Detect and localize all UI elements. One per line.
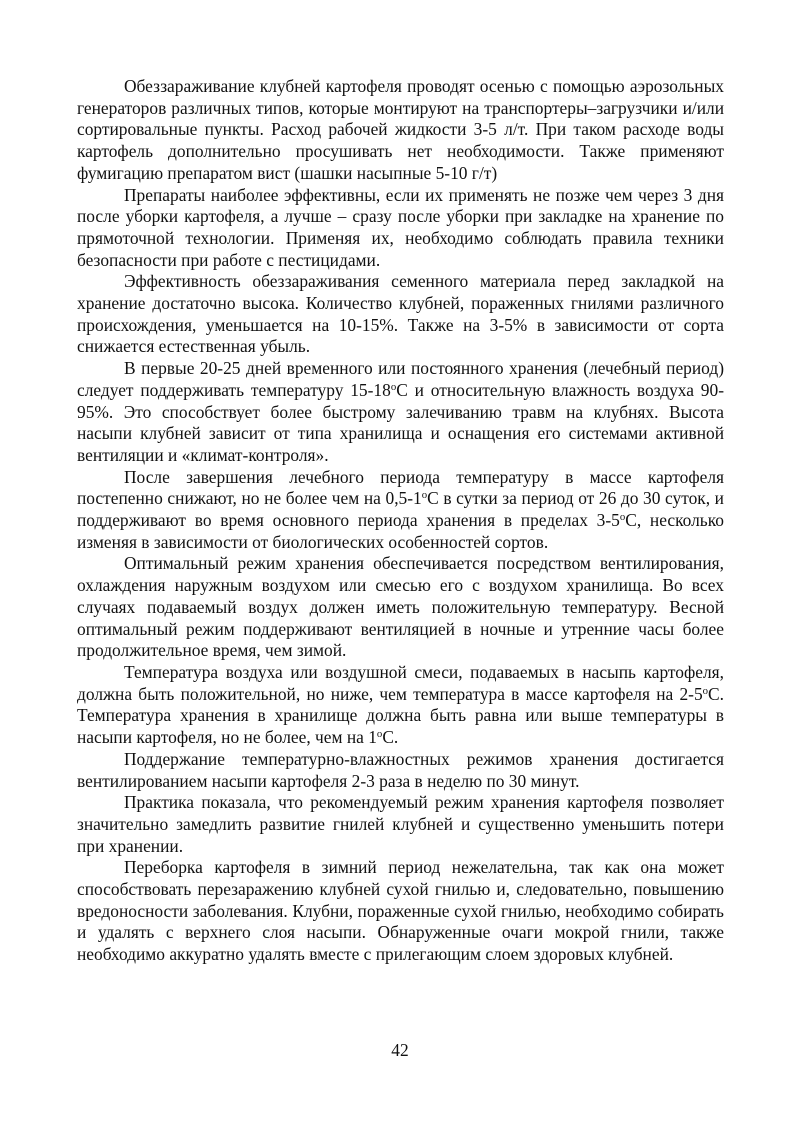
- degree-superscript: о: [421, 489, 428, 502]
- paragraph: [77, 358, 724, 467]
- degree-superscript: о: [619, 511, 626, 524]
- paragraph-text: С.: [382, 727, 399, 748]
- paragraph-text: С, несколько изменяя в зависимости от биологических особенностей сортов.: [77, 510, 724, 552]
- paragraph-text: Поддержание температурно-влажностных режимов хранения достигается вентилированием насыпи картофеля 2-3 раза в неделю по 30 минут.: [77, 748, 724, 791]
- paragraph: [77, 271, 724, 358]
- paragraph-text: Препараты наиболее эффективны, если их применять не позже чем через 3 дня после уборки картофеля, а лучше – сразу после уборки при закладке на хранение по прямоточной технологии. Применяя их, необходимо соблюдать правила техники безопасности при работе с пестицидами.: [77, 184, 724, 270]
- degree-superscript: о: [376, 728, 383, 741]
- paragraph-text: Обеззараживание клубней картофеля проводят осенью с помощью аэрозольных генераторов различных типов, которые монтируют на транспортеры–загрузчики и/или сортировальные пункты. Расход рабочей жидкости 3-5 л/т. При таком расходе воды картофель дополнительно просушивать нет необходимости. Также применяют фумигацию препаратом вист (шашки насыпные 5-10 г/т): [77, 76, 724, 183]
- degree-superscript: о: [390, 380, 397, 393]
- paragraph: [77, 76, 724, 185]
- paragraph: [77, 553, 724, 662]
- paragraph: [77, 467, 724, 554]
- paragraph: [77, 857, 724, 966]
- paragraph-text: С. Температура хранения в хранилище должна быть равна или выше температуры в насыпи картофеля, но не более, чем на 1: [77, 683, 724, 748]
- paragraph-text: С и относительную влажность воздуха 90-95%. Это способствует более быстрому залечиванию травм на клубнях. Высота насыпи клубней зависит от типа хранилища и оснащения его системами активной вентиляции и «климат-контроля».: [77, 379, 724, 465]
- paragraph-text: Практика показала, что рекомендуемый режим хранения картофеля позволяет значительно замедлить развитие гнилей клубней и существенно уменьшить потери при хранении.: [77, 792, 724, 856]
- paragraph: [77, 792, 724, 857]
- degree-superscript: о: [702, 684, 709, 697]
- paragraph-text: После завершения лечебного периода температуру в массе картофеля постепенно снижают, но не более чем на 0,5-1: [77, 466, 724, 509]
- paragraph-text: С в сутки за период от 26 до 30 суток, и поддерживают во время основного периода хранения в пределах 3-5: [77, 488, 724, 531]
- paragraph: [77, 185, 724, 272]
- page-number: 42: [391, 1040, 409, 1060]
- document-body: [77, 76, 724, 966]
- paragraph-text: Оптимальный режим хранения обеспечивается посредством вентилирования, охлаждения наружным воздухом или смесью его с воздухом хранилища. Во всех случаях подаваемый воздух должен иметь положительную температуру. Весной оптимальный режим поддерживают вентиляцией в ночные и утренние часы более продолжительное время, чем зимой.: [77, 553, 724, 661]
- paragraph-text: Температура воздуха или воздушной смеси, подаваемых в насыпь картофеля, должна быть положительной, но ниже, чем температура в массе картофеля на 2-5: [77, 661, 724, 704]
- paragraph-text: Переборка картофеля в зимний период нежелательна, так как она может способствовать перезаражению клубней сухой гнилью и, следовательно, повышению вредоносности заболевания. Клубни, пораженные сухой гнилью, необходимо собирать и удалять с верхнего слоя насыпи. Обнаруженные очаги мокрой гнили, также необходимо аккуратно удалять вместе с прилегающим слоем здоровых клубней.: [77, 857, 724, 965]
- paragraph: [77, 662, 724, 749]
- paragraph: [77, 749, 724, 792]
- paragraph-text: В первые 20-25 дней временного или постоянного хранения (лечебный период) следует поддерживать температуру 15-18: [77, 358, 724, 400]
- paragraph-text: Эффективность обеззараживания семенного материала перед закладкой на хранение достаточно высока. Количество клубней, пораженных гнилями различного происхождения, уменьшается на 10-15%. Также на 3-5% в зависимости от сорта снижается естественная убыль.: [77, 271, 724, 357]
